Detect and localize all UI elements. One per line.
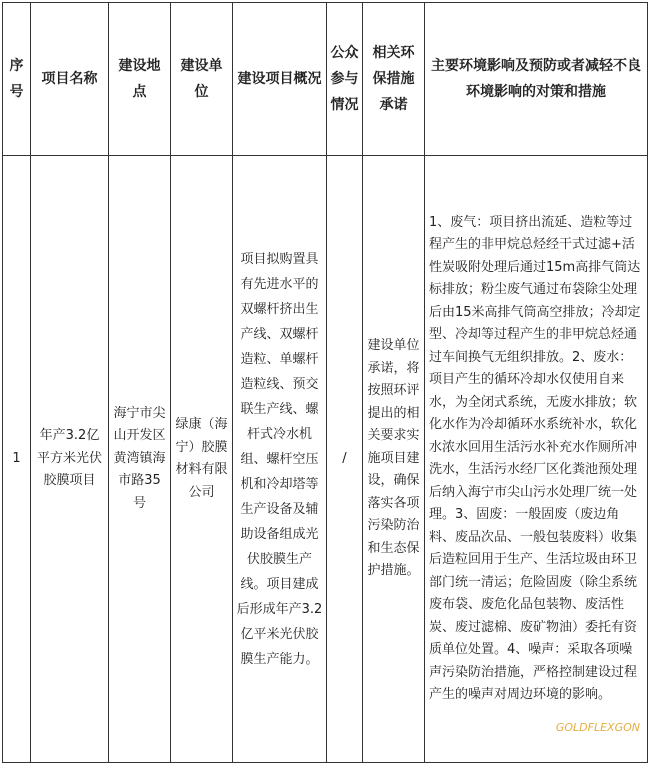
header-commitment: 相关环保措施承诺 bbox=[363, 3, 425, 156]
project-table bbox=[2, 2, 648, 763]
header-location: 建设地点 bbox=[109, 3, 171, 156]
header-seq: 序号 bbox=[3, 3, 31, 156]
header-row bbox=[3, 3, 648, 156]
cell-unit: 绿康（海宁）胶膜材料有限公司 bbox=[171, 156, 233, 763]
cell-commitment: 建设单位承诺，将按照环评提出的相关要求实施项目建设，确保落实各项污染防治和生态保护措施。 bbox=[363, 156, 425, 763]
cell-location: 海宁市尖山开发区黄湾镇海市路35号 bbox=[109, 156, 171, 763]
cell-seq: 1 bbox=[3, 156, 31, 763]
header-measures: 主要环境影响及预防或者减轻不良环境影响的对策和措施 bbox=[425, 3, 648, 156]
header-name: 项目名称 bbox=[31, 3, 109, 156]
table-row bbox=[3, 156, 648, 763]
header-unit: 建设单位 bbox=[171, 3, 233, 156]
watermark: GOLDFLEXGON bbox=[555, 721, 640, 734]
cell-public: / bbox=[327, 156, 363, 763]
cell-name: 年产3.2亿平方米光伏胶膜项目 bbox=[31, 156, 109, 763]
cell-measures: 1、废气：项目挤出流延、造粒等过程产生的非甲烷总烃经干式过滤+活性炭吸附处理后通过15m高排气筒达标排放；粉尘废气通过布袋除尘处理后由15米高排气筒高空排放；冷却定型、冷却等过程产生的非甲烷总烃通过车间换气无组织排放。2、废水：项目产生的循环冷却水仅使用自来水，为全闭式系统，无废水排放；软化水作为冷却循环水系统补水，软化水浓水回用生活污水补充水作厕所冲洗水，生活污水经厂区化粪池预处理后纳入海宁市尖山污水处理厂统一处理。3、固废：一般固废（废边角料、废品次品、一般包装废料）收集后造粒回用于生产、生活垃圾由环卫部门统一清运；危险固废（除尘系统废布袋、废危化品包装物、废活性炭、废过滤棉、废矿物油）委托有资质单位处置。4、噪声：采取各项噪声污染防治措施，严格控制建设过程产生的噪声对周边环境的影响。 bbox=[425, 156, 648, 763]
header-public: 公众参与情况 bbox=[327, 3, 363, 156]
cell-summary: 项目拟购置具有先进水平的双螺杆挤出生产线、双螺杆造粒、单螺杆造粒线、预交联生产线、螺杆式冷水机组、螺杆空压机和冷却塔等生产设备及辅助设备组成光伏胶膜生产线。项目建成后形成年产3.2亿平米光伏胶膜生产能力。 bbox=[233, 156, 327, 763]
header-summary: 建设项目概况 bbox=[233, 3, 327, 156]
